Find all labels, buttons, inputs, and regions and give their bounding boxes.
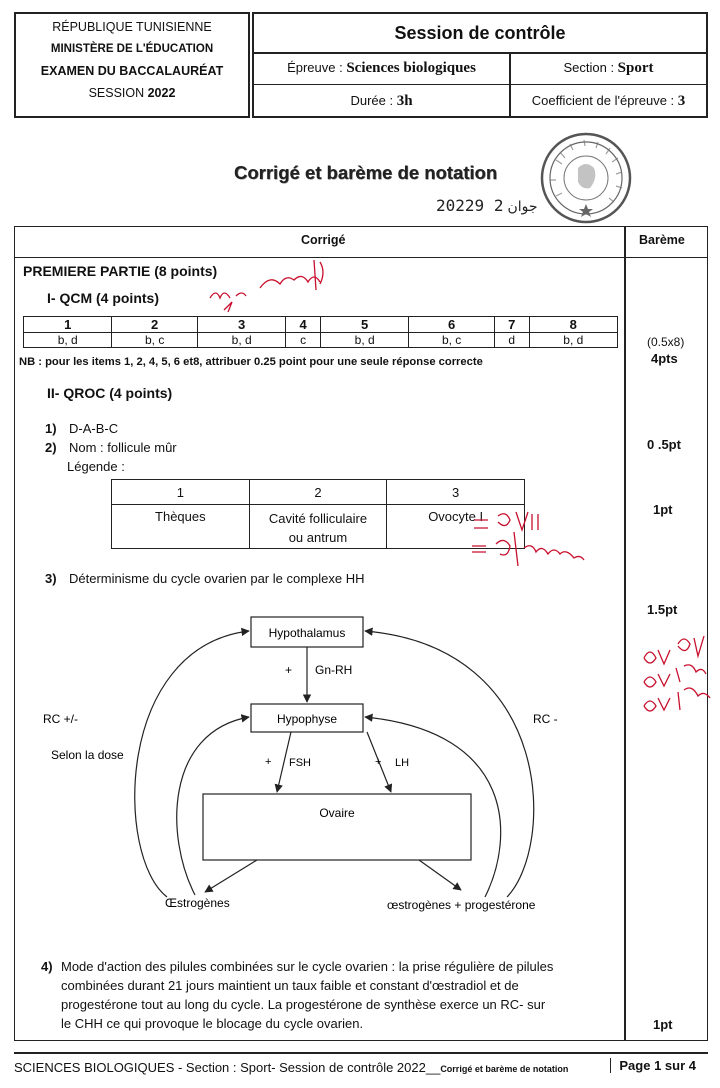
lh-plus: + xyxy=(375,756,382,768)
header-row-duree xyxy=(254,85,706,117)
lh-label: LH xyxy=(395,757,410,769)
qcm-answer: b, c xyxy=(409,333,495,348)
q4-number: 4) xyxy=(41,959,53,974)
legend-number: 2 xyxy=(249,480,387,505)
qroc-title: II- QROC (4 points) xyxy=(47,385,173,401)
q2-answer: Nom : follicule mûr xyxy=(69,440,177,455)
qcm-answer: b, c xyxy=(112,333,198,348)
duree-cell: Durée : 3h xyxy=(254,85,511,117)
qcm-item-row xyxy=(24,317,618,333)
header-exam: EXAMEN DU BACCALAURÉAT xyxy=(40,64,224,78)
header-republic: RÉPUBLIQUE TUNISIENNE xyxy=(52,20,212,34)
section-cell: Section : Sport xyxy=(563,60,654,76)
q2-legend-label: Légende : xyxy=(67,459,125,474)
legend-label-row xyxy=(112,505,525,549)
column-header-corrige: Corrigé xyxy=(301,233,346,247)
page-footer xyxy=(14,1052,708,1082)
legend-number: 1 xyxy=(112,480,250,505)
stamp-date: 2022 جوان2 9 xyxy=(436,196,538,215)
q1-answer: D-A-B-C xyxy=(69,421,119,436)
qcm-bareme-total: 4pts xyxy=(651,351,678,366)
header-exam-info-box xyxy=(252,12,708,118)
correction-table xyxy=(14,226,708,1041)
qcm-item: 6 xyxy=(409,317,495,333)
q4-line-4: le CHH ce qui provoque le blocage du cycle ovarien. xyxy=(61,1016,364,1031)
rc-minus-label: RC - xyxy=(533,712,558,726)
qcm-answer: b, d xyxy=(320,333,408,348)
header-divider xyxy=(15,257,707,258)
official-seal-icon xyxy=(538,130,634,226)
legend-label: Thèques xyxy=(112,505,250,549)
gnrh-label: Gn-RH xyxy=(315,663,353,677)
header-institution-box xyxy=(14,12,250,118)
footer-text: SCIENCES BIOLOGIQUES - Section : Sport- Session de contrôle 2022__Corrigé et barème de notation xyxy=(14,1060,569,1075)
qcm-answer: d xyxy=(494,333,529,348)
qcm-item: 2 xyxy=(112,317,198,333)
legend-label: Ovocyte I xyxy=(387,505,525,549)
hypothalamus-label: Hypothalamus xyxy=(268,626,346,640)
q3-question: Déterminisme du cycle ovarien par le complexe HH xyxy=(69,571,365,586)
qcm-title: I- QCM (4 points) xyxy=(47,290,159,306)
rc-plus-minus-label: RC +/- xyxy=(43,712,79,726)
legend-label-cavity: Cavité folliculaire ou antrum xyxy=(249,505,387,549)
footer-line xyxy=(14,1052,708,1054)
legend-number: 3 xyxy=(387,480,525,505)
ovaire-label: Ovaire xyxy=(319,806,355,820)
hh-complex-diagram xyxy=(15,607,623,927)
header-row-epreuve xyxy=(254,52,706,85)
qcm-answer: b, d xyxy=(529,333,617,348)
session-title: Session de contrôle xyxy=(254,14,706,54)
ovaire-box xyxy=(203,794,471,860)
part1-title: PREMIERE PARTIE (8 points) xyxy=(23,263,218,279)
q2-number: 2) xyxy=(45,440,57,455)
qcm-item: 3 xyxy=(197,317,285,333)
qcm-answer: c xyxy=(286,333,321,348)
column-divider xyxy=(624,227,626,1040)
qcm-item: 7 xyxy=(494,317,529,333)
q3-number: 3) xyxy=(45,571,57,586)
selon-dose-label: Selon la dose xyxy=(51,748,124,762)
coef-cell: Coefficient de l'épreuve : 3 xyxy=(531,93,686,109)
oestrogen-output-arrow xyxy=(205,860,257,892)
qcm-answer-row xyxy=(24,333,618,348)
qcm-item: 4 xyxy=(286,317,321,333)
column-header-bareme: Barème xyxy=(639,233,685,247)
q2-bareme: 0 .5pt xyxy=(647,437,681,452)
qcm-item: 1 xyxy=(24,317,112,333)
header-ministry: MINISTÈRE DE L'ÉDUCATION xyxy=(50,43,214,55)
qcm-nb-note: NB : pour les items 1, 2, 4, 5, 6 et8, attribuer 0.25 point pour une seule réponse correcte xyxy=(19,356,483,368)
legend-number-row xyxy=(112,480,525,505)
q4-line-1: Mode d'action des pilules combinées sur le cycle ovarien : la prise régulière de pilules xyxy=(61,959,554,974)
oestrogenes-label: Œstrogènes xyxy=(165,896,230,910)
qcm-answer: b, d xyxy=(197,333,285,348)
hypophyse-label: Hypophyse xyxy=(276,712,338,726)
fsh-plus: + xyxy=(265,756,272,768)
qcm-bareme-detail: (0.5x8) xyxy=(647,335,685,349)
page-number: Page 1 sur 4 xyxy=(610,1058,696,1073)
qcm-answer: b, d xyxy=(24,333,112,348)
oestro-proges-label: œstrogènes + progestérone xyxy=(387,898,536,912)
qcm-item: 8 xyxy=(529,317,617,333)
legend-table xyxy=(111,479,525,549)
q4-line-2: combinées durant 21 jours maintient un taux faible et constant d'œstradiol et de xyxy=(61,978,519,993)
q4-line-3: progestérone tout au long du cycle. La progestérone de synthèse exerce un RC- sur xyxy=(61,997,546,1012)
q3-bareme: 1.5pt xyxy=(647,602,678,617)
oestro-proges-output-arrow xyxy=(419,860,461,890)
epreuve-cell: Épreuve : Sciences biologiques xyxy=(254,52,511,84)
fsh-label: FSH xyxy=(289,757,311,769)
header-session: SESSION 2022 xyxy=(88,86,176,100)
q4-bareme: 1pt xyxy=(653,1017,673,1032)
qcm-item: 5 xyxy=(320,317,408,333)
q1-number: 1) xyxy=(45,421,57,436)
qcm-answer-table xyxy=(23,316,618,348)
gnrh-plus: + xyxy=(285,663,293,677)
document-title: Corrigé et barème de notation xyxy=(234,162,498,183)
legend-bareme: 1pt xyxy=(653,502,673,517)
